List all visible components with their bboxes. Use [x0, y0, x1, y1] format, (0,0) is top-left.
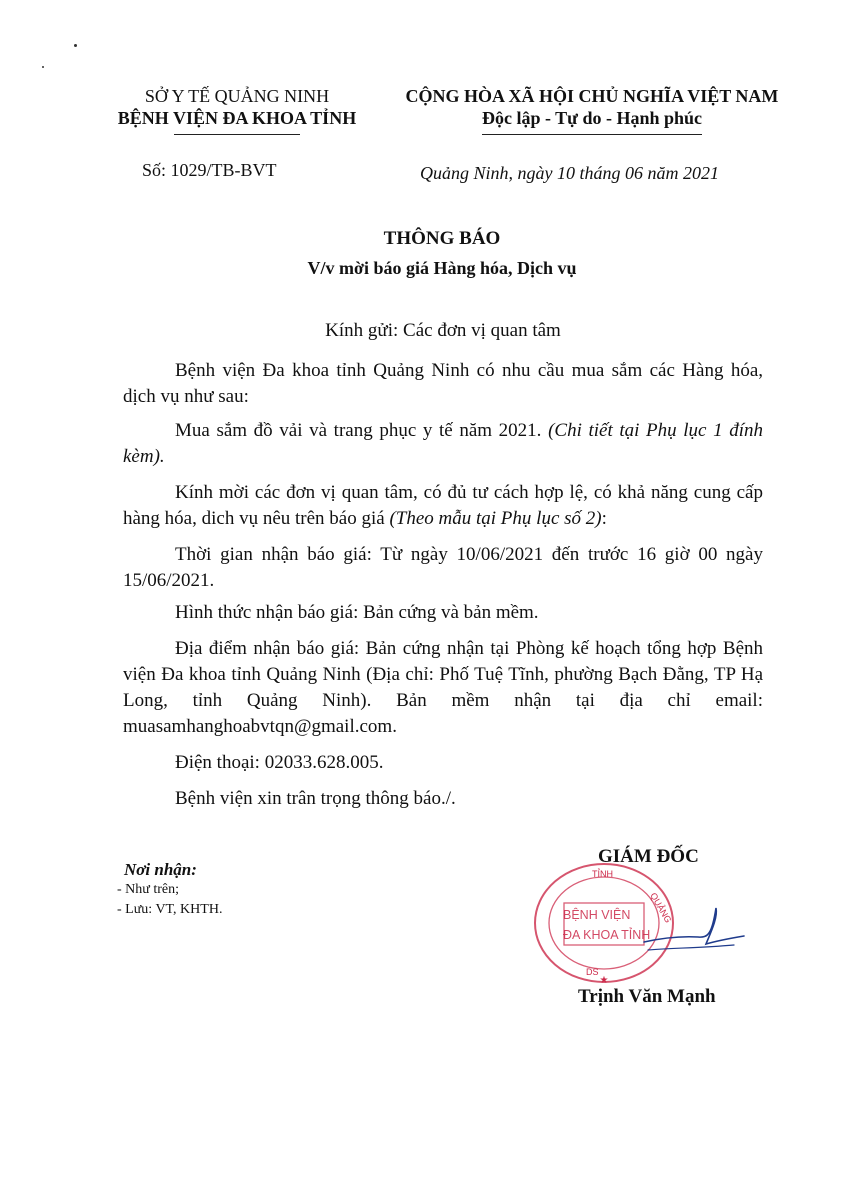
- paragraph-invitation: [123, 480, 763, 532]
- paragraph-phone: Điện thoại: 02033.628.005.: [175, 752, 384, 773]
- paragraph-items-text: Mua sắm đồ vải và trang phục y tế năm 2021.: [175, 420, 549, 441]
- scan-speck: [42, 66, 44, 68]
- paragraph-items: [123, 418, 763, 470]
- recipient-item: - Như trên;: [117, 882, 180, 897]
- stamp-ring-right: QUẢNG: [648, 891, 674, 925]
- recipient-item: - Lưu: VT, KHTH.: [117, 902, 223, 917]
- stamp-ring-top: TỈNH: [592, 869, 613, 879]
- hospital-name-underline: [174, 134, 300, 135]
- ministry-name: SỞ Y TẾ QUẢNG NINH: [144, 86, 330, 106]
- greeting: Kính gửi: Các đơn vị quan tâm: [325, 320, 561, 341]
- place-date: Quảng Ninh, ngày 10 tháng 06 năm 2021: [420, 163, 719, 183]
- scan-speck: [74, 44, 77, 47]
- handwritten-signature: [640, 898, 750, 978]
- paragraph-time: Thời gian nhận báo giá: Từ ngày 10/06/2021 đến trước 16 giờ 00 ngày 15/06/2021.: [123, 544, 763, 591]
- stamp-inner-line2: ĐA KHOA TỈNH: [563, 928, 651, 942]
- paragraph-closing: Bệnh viện xin trân trọng thông báo./.: [175, 788, 456, 809]
- signer-name: Trịnh Văn Mạnh: [578, 986, 716, 1007]
- stamp-inner-line1: BỆNH VIỆN: [563, 908, 631, 922]
- paragraph-location: Địa điểm nhận báo giá: Bản cứng nhận tại Phòng kế hoạch tổng hợp Bệnh viện Đa khoa tỉnh Quảng Ninh (Địa chỉ: Phố Tuệ Tĩnh, phường Bạch Đằng, TP Hạ Long, tỉnh Quảng Ninh). Bản mềm nhận tại địa chỉ email: muasamhanghoabvtqn@gmail.com.: [123, 638, 763, 737]
- national-motto: Độc lập - Tự do - Hạnh phúc: [481, 108, 703, 128]
- paragraph-invitation-text: Kính mời các đơn vị quan tâm, có đủ tư cách hợp lệ, có khả năng cung cấp hàng hóa, dich vụ nêu trên báo giá: [123, 482, 763, 529]
- paragraph-invitation-end: :: [601, 508, 607, 529]
- paragraph-invitation-note: (Theo mẫu tại Phụ lục số 2): [389, 508, 602, 529]
- stamp-star-icon: ★: [599, 975, 609, 985]
- stamp-ring-bottom: DS: [586, 967, 599, 977]
- document-number: Số: 1029/TB-BVT: [142, 160, 277, 180]
- signer-position: GIÁM ĐỐC: [598, 846, 699, 867]
- paragraph-need: Bệnh viện Đa khoa tỉnh Quảng Ninh có nhu cầu mua sắm các Hàng hóa, dịch vụ như sau:: [123, 360, 763, 407]
- paragraph-format: Hình thức nhận báo giá: Bản cứng và bản mềm.: [175, 602, 539, 623]
- country-name: CỘNG HÒA XÃ HỘI CHỦ NGHĨA VIỆT NAM: [405, 86, 779, 106]
- document-title: THÔNG BÁO: [383, 228, 501, 249]
- document-subject: V/v mời báo giá Hàng hóa, Dịch vụ: [307, 258, 577, 278]
- stamp-inner-text: [563, 905, 649, 953]
- recipients-heading: Nơi nhận:: [124, 860, 197, 879]
- paragraph-items-note: (Chi tiết tại Phụ lục 1 đính kèm).: [123, 420, 763, 467]
- hospital-name: BỆNH VIỆN ĐA KHOA TỈNH: [117, 108, 357, 128]
- motto-underline: [482, 134, 702, 135]
